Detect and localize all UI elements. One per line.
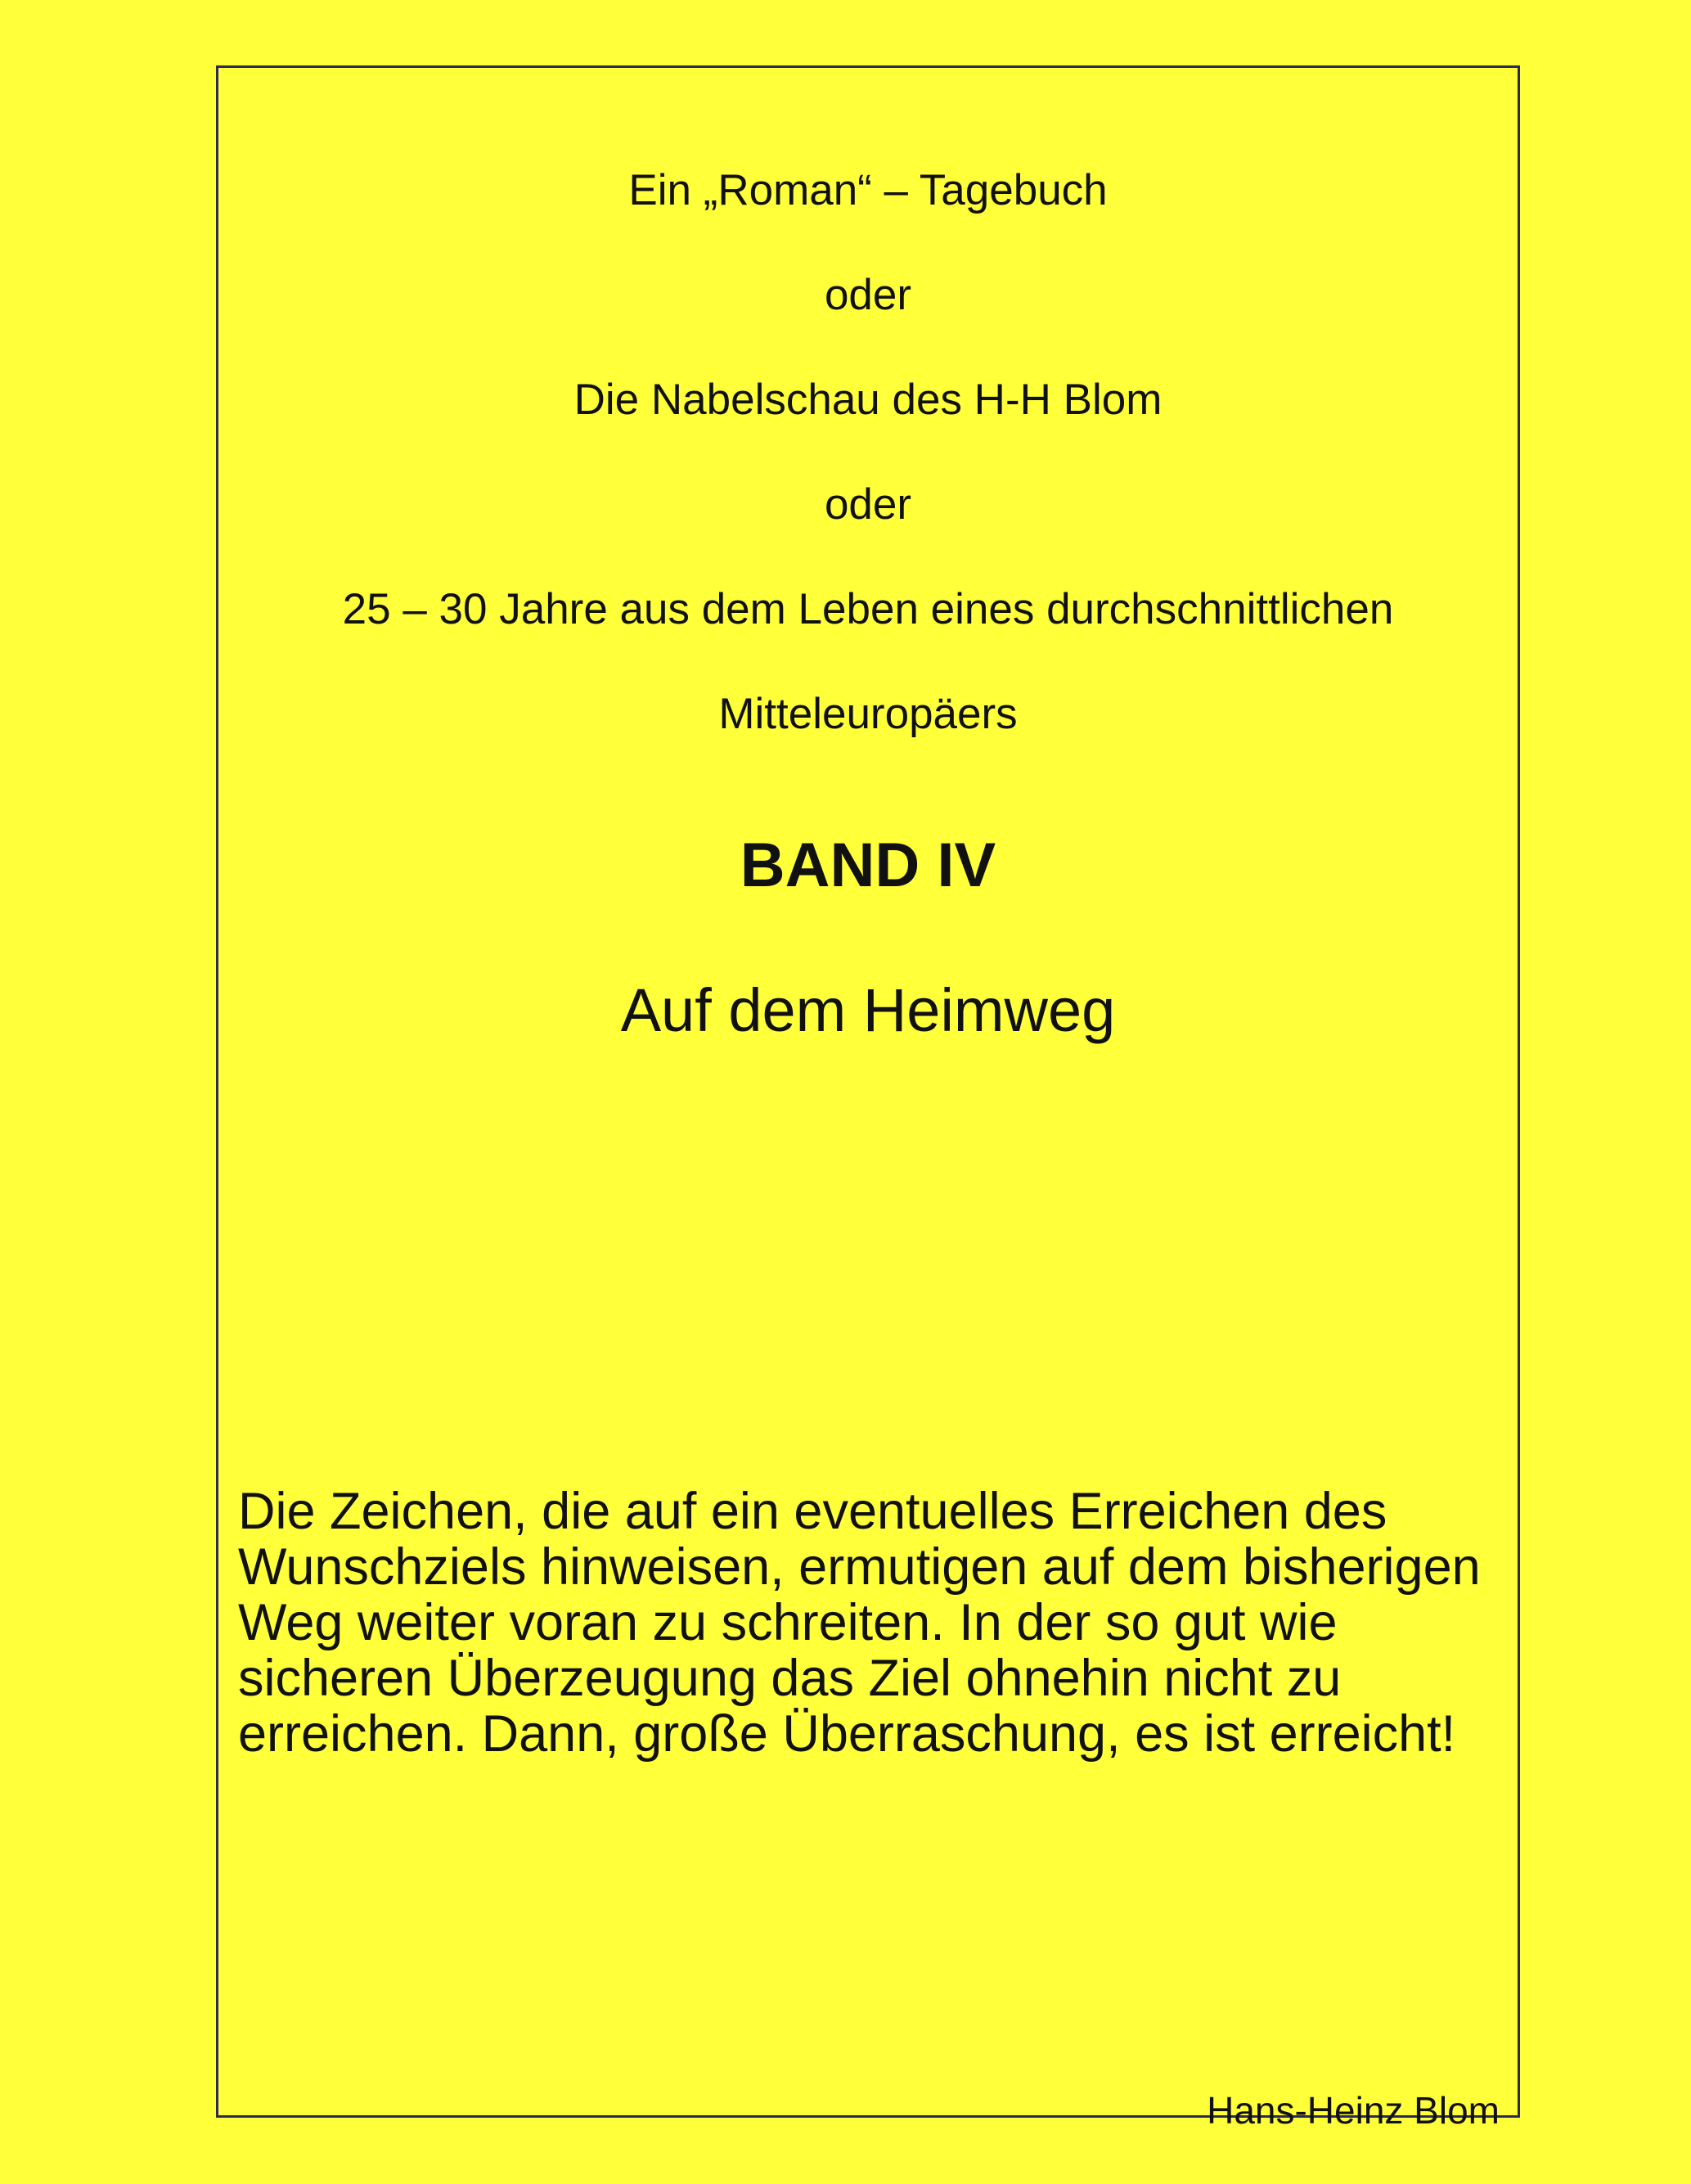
band-heading: BAND IV [740,831,996,900]
cover-frame [216,65,1520,2132]
subtitle-line-2: oder [824,271,912,319]
subtitle-line-4: oder [824,480,912,529]
subtitle-line-1: Ein „Roman“ – Tagebuch [628,166,1108,214]
volume-title: Auf dem Heimweg [620,976,1116,1044]
subtitle-line-6: Mitteleuropäers [718,690,1018,738]
subtitle-line-5: 25 – 30 Jahre aus dem Leben eines durchschnittlichen [342,585,1394,633]
blurb-text: Die Zeichen, die auf ein eventuelles Erreichen des Wunschziels hinweisen, ermutigen auf dem bisherigen Weg weiter voran zu schreiten. In der so gut wie sicheren Überzeugung das Ziel ohnehin nicht zu erreichen. Dann, große Überraschung, es ist erreicht! [238,1483,1481,1763]
subtitle-line-3: Die Nabelschau des H-H Blom [573,376,1163,424]
author-name: Hans-Heinz Blom [1207,2089,1500,2132]
